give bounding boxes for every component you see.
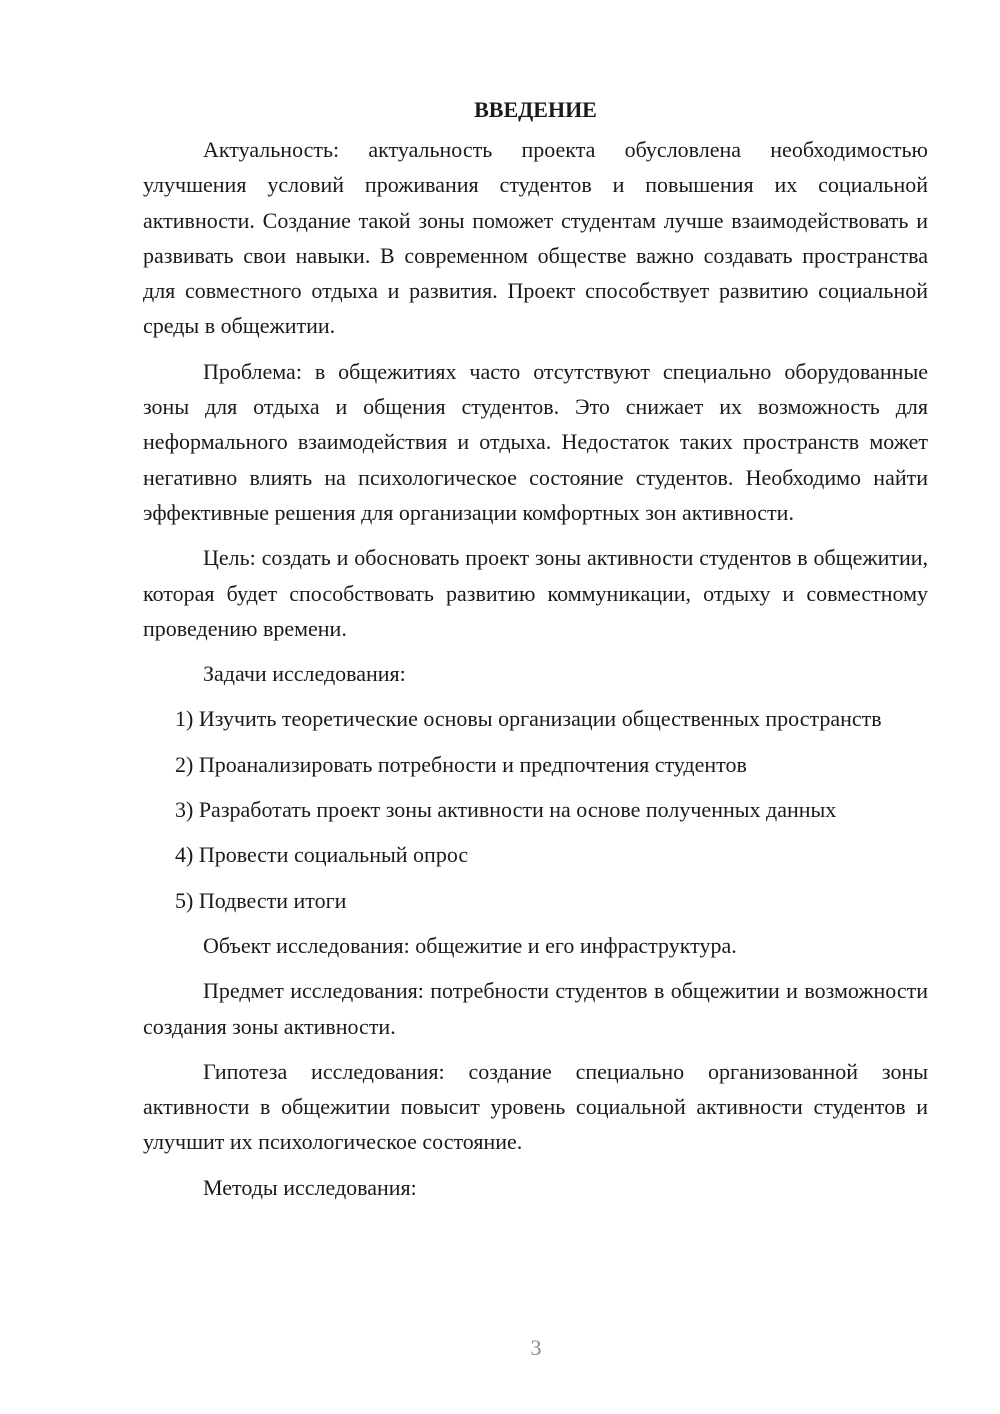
paragraph-goal: Цель: создать и обосновать проект зоны активности студентов в общежитии, которая будет способствовать развитию коммуникации, отдыху и совместному проведению времени. (143, 545, 928, 641)
task-item-5: 5) Подвести итоги (175, 887, 347, 913)
paragraph-subject: Предмет исследования: потребности студентов в общежитии и возможности создания зоны активности. (143, 978, 928, 1039)
task-item-1: 1) Изучить теоретические основы организации общественных пространств (175, 706, 882, 732)
page-number: 3 (530, 1335, 542, 1360)
section-title: ВВЕДЕНИЕ (474, 97, 597, 122)
paragraph-methods: Методы исследования: (203, 1174, 417, 1200)
task-item-2: 2) Проанализировать потребности и предпочтения студентов (175, 751, 747, 777)
document-body (143, 92, 928, 1215)
task-item-4: 4) Провести социальный опрос (175, 842, 469, 868)
paragraph-hypothesis: Гипотеза исследования: создание специально организованной зоны активности в общежитии повысит уровень социальной активности студентов и улучшит их психологическое состояние. (143, 1058, 928, 1155)
paragraph-relevance: Актуальность: актуальность проекта обусловлена необходимостью улучшения условий проживания студентов и повышения их социальной активности. Создание такой зоны поможет студентам лучше взаимодействовать и развивать свои навыки. В современном обществе важно создавать пространства для совместного отдыха и развития. Проект способствует развитию социальной среды в общежитии. (143, 137, 928, 339)
task-item-3: 3) Разработать проект зоны активности на основе полученных данных (175, 797, 837, 823)
paragraph-object: Объект исследования: общежитие и его инфраструктура. (203, 932, 737, 958)
paragraph-problem: Проблема: в общежитиях часто отсутствуют специально оборудованные зоны для отдыха и общения студентов. Это снижает их возможность для неформального взаимодействия и отдыха. Недостаток таких пространств может негативно влиять на психологическое состояние студентов. Необходимо найти эффективные решения для организации комфортных зон активности. (143, 358, 928, 525)
paragraph-tasks-heading: Задачи исследования: (203, 661, 406, 687)
